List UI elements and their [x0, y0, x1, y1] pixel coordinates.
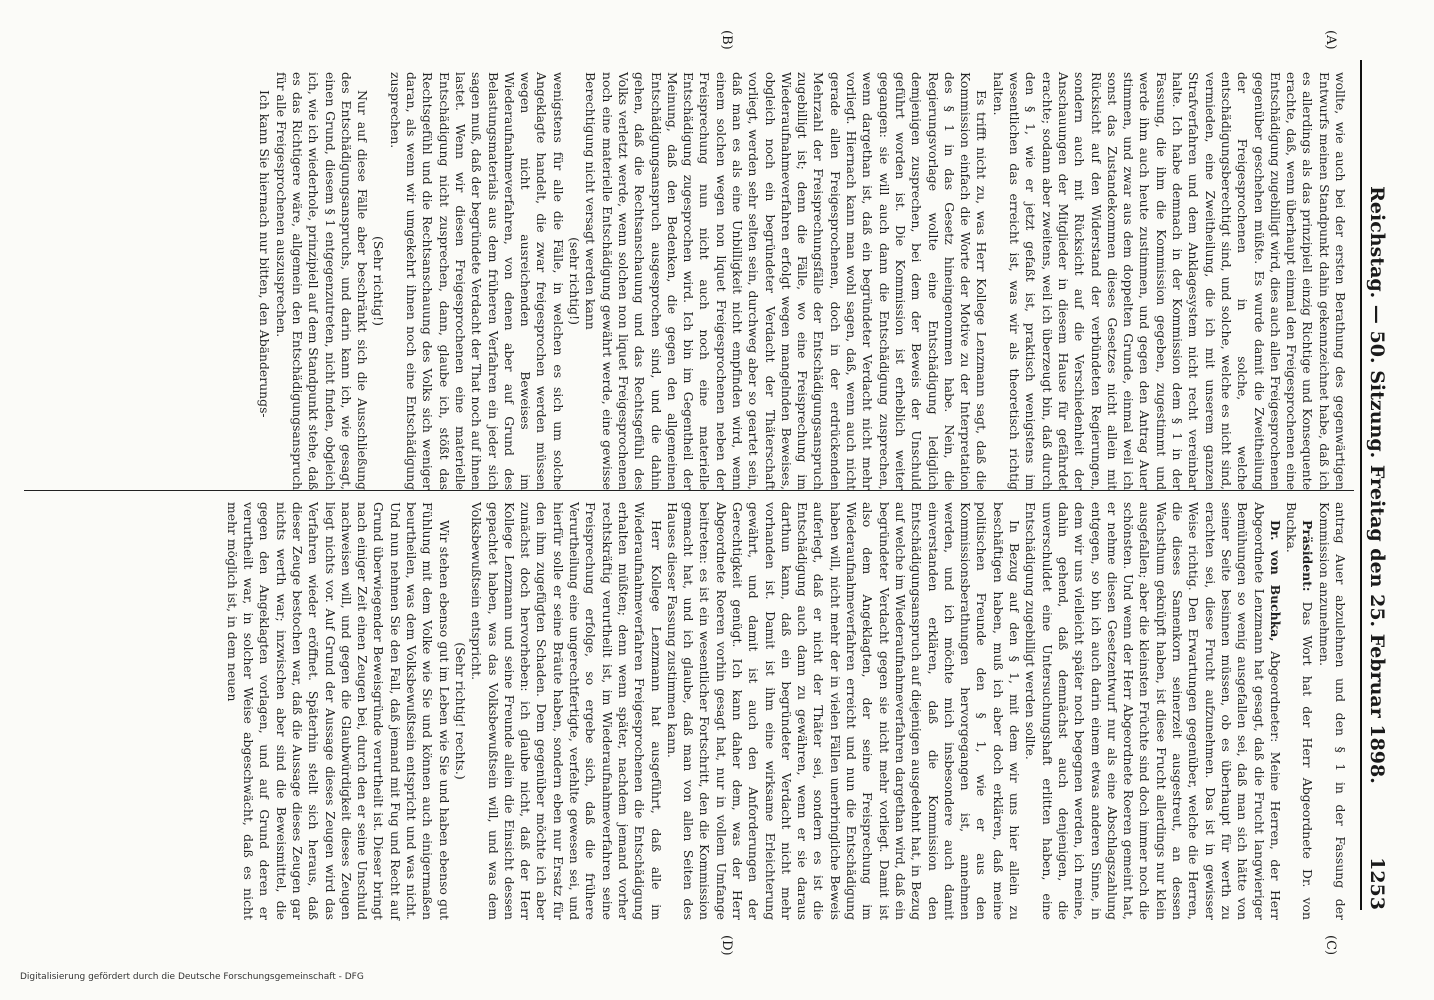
margin-marker-d: (D) [719, 935, 734, 956]
paragraph: Es trifft nicht zu, was Herr Kollege Lenzmann sagt, daß die Kommission einfach die Worte der Motive zu der Interpretation des § 1 in das Gesetz hineingenommen habe. Nein, die Regierungsvorlage wollte eine Entschädigung lediglich demjenigen zusprechen, bei dem der Beweis der Unschuld geführt worden ist. Die Kommission ist erheblich weiter gegangen: sie will auch dann die Entschädigung zusprechen, wenn dargethan ist, daß ein begründeter Verdacht nicht mehr vorliegt. Hiernach kann man wohl sagen, daß, wenn auch nicht gerade allen Freigesprochenen, doch in der erdrückenden Mehrzahl der Freisprechungsfälle der Entschädigungsanspruch zugebilligt ist; denn die Fälle, wo eine Freisprechung im Wiederaufnahmeverfahren erfolgt wegen mangelnden Beweises, obgleich noch ein begründeter Verdacht der Thäterschaft vorliegt, werden sehr selten sein, durchweg aber so geartet sein, daß man es als eine Unbilligkeit nicht empfinden wird, wenn einem solchen wegen non liquet Freigesprochenen neben der Freisprechung nun nicht auch noch eine materielle Entschädigung zugesprochen wird. Ich bin im Gegentheil der Meinung, daß den Bedenken, die gegen den allgemeinen Entschädigungsanspruch ausgesprochen sind, und die dahin gehen, daß die Rechtsanschauung und das Rechtsgefühl des Volks verletzt werde, wenn solchen non liquet Freigesprochenen noch eine materielle Entschädigung gewährt werde, eine gewisse Berechtigung nicht versagt werden kann [583, 72, 990, 490]
speaker-text: Abgeordneter: Meine Herren, der Herr Abgeordnete Lenzmann hat gesagt, daß die Frucht langwieriger Bemühungen so wenig ausgefallen sei, daß man sich hätte von seiner Seite besinnen müssen, ob es überhaupt für werth zu erachten sei, diese Frucht aufzunehmen. Das ist in gewisser Weise richtig. Den Erwartungen gegenüber, welche die Herren, die dieses Samenkorn seinerzeit ausgestreut, an dessen Wachsthum geknüpft haben, ist diese Frucht allerdings nur klein ausgefallen; aber die kleinsten Früchte sind doch immer noch die schönsten. Und wenn der Herr Abgeordnete Roeren gemeint hat, er nehme diesen Gesetzentwurf nur als eine Abschlagszahlung entgegen, so bin ich auch darin einem etwas anderen Sinne, in dem wir uns vielleicht später noch begegnen werden, ich meine, dahin gehend, daß demnächst auch denjenigen, die unverschuldet eine Untersuchungshaft erlitten haben, eine Entschädigung zugebilligt werden sollte. [1023, 502, 1283, 920]
paragraph: Ich kann Sie hiernach nur bitten, den Abänderungs- [257, 90, 273, 418]
paragraph: Wir stehen ebenso gut im Leben wie Sie und haben ebenso gut Fühlung mit dem Volke wie Sie und können auch einigermaßen beurtheilen, was dem Volksbewußtsein entspricht und was nicht. Und nun nehmen Sie den Fall, daß jemand mit Fug und Recht auf Grund überwiegender Beweisgründe verurtheilt ist. Dieser bringt nach einiger Zeit einen Zeugen bei, durch den er seine Unschuld nachweisen will, und gegen die Glaubwürdigkeit dieses Zeugen liegt nichts vor. Auf Grund der Aussage dieses Zeugen wird das Verfahren wieder eröffnet. Späterhin stellt sich heraus, daß dieser Zeuge bestochen war, daß die Aussage dieses Zeugen gar nichts werth war; inzwischen aber sind die Beweismittel, die gegen den Angeklagten vorlagen, und auf Grund deren er verurtheilt war, in solcher Weise abgeschwächt, daß es nicht mehr möglich ist, in dem neuen [224, 502, 452, 920]
margin-marker-c: (C) [1323, 935, 1338, 956]
interjection: (Sehr richtig! rechts.) [452, 642, 468, 780]
paragraph: wenigstens für alle die Fälle, in welchen es sich um solche Angeklagte handelt, die zwar freigesprochen werden müssen wegen nicht ausreichenden Beweises im Wiederaufnahmeverfahren, von denen aber auf Grund des Belastungsmaterials aus dem früheren Verfahren ein jeder sich sagen muß, daß der begründete Verdacht der That noch auf ihnen lastet. Wenn wir diesen Freigesprochenen eine materielle Entschädigung nicht zusprechen, dann, glaube ich, stößt das Rechtsgefühl und die Rechtsanschauung des Volks sich weniger daran, als wenn wir umgekehrt ihnen noch eine Entschädigung zusprechen. [387, 72, 566, 490]
paragraph: In Bezug auf den § 1, mit dem wir uns hier allein zu beschäftigen haben, muß ich aber doch erklären, daß meine politischen Freunde den § 1, wie er aus den Kommissionsberathungen hervorgegangen ist, annehmen werden, und ich möchte mich insbesondere auch damit einverstanden erklären, daß die Kommission den Entschädigungsanspruch auf diejenigen ausgedehnt hat, in Bezug auf welche im Wiederaufnahmeverfahren dargethan wird, daß ein begründeter Verdacht gegen sie nicht mehr vorliegt. Damit ist also dem Angeklagten, der seine Freisprechung im Wiederaufnahmeverfahren erreicht und nun die Entschädigung haben will, nicht mehr der in vielen Fällen unerbringliche Beweis auferlegt, daß er nicht der Thäter sei, sondern es ist die Entschädigung auch dann zu gewähren, wenn er sie daraus darthun kann, daß ein begründeter Verdacht nicht mehr vorhanden ist. Damit ist ihm eine wirksame Erleichterung gewährt, und damit ist auch den Anforderungen der Gerechtigkeit genügt. Ich kann daher dem, was der Herr Abgeordnete Roeren vorhin gesagt hat, nur in vollem Umfange beitreten: es ist ein wesentlicher Fortschritt, den die Kommission gemacht hat, und ich glaube, daß man von allen Seiten des Hauses dieser Fassung zustimmen kann. [664, 502, 1023, 920]
column-divider [24, 490, 1354, 491]
interjection: (Sehr richtig!) [371, 236, 387, 326]
margin-marker-a: (A) [1323, 30, 1338, 50]
right-column [224, 502, 1348, 920]
president-text: Das Wort hat der Herr Abgeordnete Dr. von Buchka. [1284, 502, 1316, 920]
speaker-label: Dr. von Buchka, [1267, 520, 1283, 642]
interjection: (sehr richtig!) [567, 237, 583, 325]
page-number: 1253 [1366, 857, 1388, 910]
paragraph: antrag Auer abzulehnen und den § 1 in der Fassung der Kommission anzunehmen. [1316, 502, 1348, 920]
paragraph: Nur auf diese Fälle aber beschränkt sich die Ausschließung des Entschädigungsanspruchs, und darin kann ich, wie gesagt, einen Grund, diesem § 1 entgegenzutreten, nicht finden, obgleich ich, wie ich wiederhole, prinzipiell auf dem Standpunkt stehe, daß es das Richtigere wäre, allgemein den Entschädigungsanspruch für alle Freigesprochenen auszusprechen. [273, 72, 371, 490]
president-label: Präsident: [1300, 520, 1316, 592]
paragraph: Herr Kollege Lenzmann hat ausgeführt, daß alle im Wiederaufnahmeverfahren Freigesprochenen die Entschädigung erhalten müßten; denn wenn später, nachdem jemand vorher rechtskräftig verurtheilt ist, im Wiederaufnahmeverfahren seine Freisprechung erfolge, so ergebe sich, daß die frühere Verurtheilung eine ungerechtfertigte, verfehlte gewesen sei, und hierfür solle er seine Bräute haben, sondern eben nur Ersatz für den ihm zugefügten Schaden. Dem gegenüber möchte ich aber zunächst doch hervorheben: ich glaube nicht, daß der Herr Kollege Lenzmann und seine Freunde allein die Einsicht dessen gepachtet haben, was das Volksbewußtsein will, und was dem Volksbewußtsein entspricht. [469, 502, 664, 920]
paragraph: wollte, wie auch bei der ersten Berathung des gegenwärtigen Entwurfs meinen Standpunkt dahin gekennzeichnet habe, daß ich es allerdings als das prinzipiell einzig Richtige und Konsequente erachte, daß, wenn überhaupt einmal den Freigesprochenen eine Entschädigung zugebilligt wird, dies auch allen Freigesprochenen gegenüber geschehen müßte. Es wurde damit die Zweitheilung der Freigesprochenen in solche, welche entschädigungsberechtigt sind, und solche, welche es nicht sind, vermieden, eine Zweitheilung, die ich mit unserem ganzen Strafverfahren und dem Anklagesystem nicht recht vereinbar halte. Ich habe demnach in der Kommission dem § 1 in der Fassung, die ihm die Kommission gegeben, zugestimmt und werde ihm auch heute zustimmen, und gegen den Antrag Auer stimmen, und zwar aus dem doppelten Grunde, einmal weil ich sonst das Zustandekommen dieses Gesetzes nicht allein mit Rücksicht auf den Widerstand der verbündeten Regierungen, sondern auch mit Rücksicht auf die Verschiedenheit der Anschauungen der Mitglieder in diesem Hause für gefährdet erachte; sodann aber zweitens, weil ich überzeugt bin, daß durch den § 1, wie er jetzt gefaßt ist, praktisch wenigstens im wesentlichen das erreicht ist, was wir als theoretisch richtig halten. [990, 72, 1348, 490]
president-paragraph [1283, 502, 1316, 920]
page-header [1360, 60, 1398, 910]
speaker-paragraph [1022, 502, 1283, 920]
digitization-credit: Digitalisierung gefördert durch die Deutsche Forschungsgemeinschaft - DFG [20, 972, 364, 982]
left-column [256, 72, 1348, 490]
margin-marker-b: (B) [719, 30, 734, 50]
header-title: Reichstag. — 50. Sitzung. Freitag den 25. Februar 1898. [1366, 186, 1388, 784]
